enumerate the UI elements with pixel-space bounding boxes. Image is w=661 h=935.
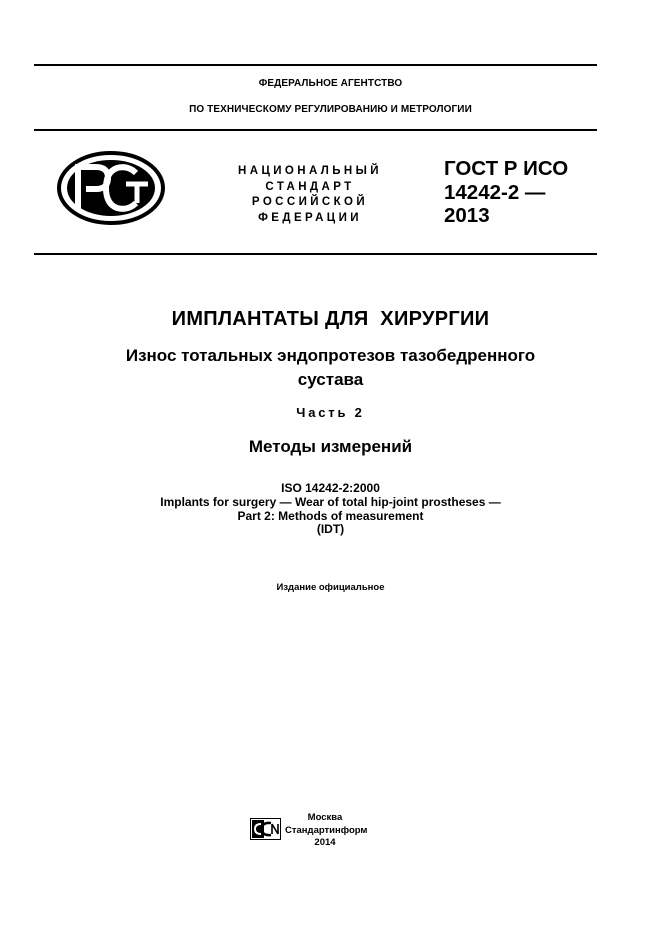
top-rule: [34, 64, 597, 66]
part-label: Часть 2: [296, 405, 365, 420]
document-title: ИМПЛАНТАТЫ ДЛЯ ХИРУРГИИ: [171, 308, 490, 330]
iso-line: ISO 14242-2:2000: [281, 481, 380, 495]
publisher-info: [285, 812, 368, 850]
iso-line: (IDT): [316, 522, 345, 537]
standartinform-logo-icon: [250, 818, 281, 840]
header-rule: [34, 129, 597, 131]
gost-line: 14242-2 —: [444, 180, 546, 204]
rst-logo: [56, 151, 166, 225]
document-subtitle-line-2: сустава: [297, 370, 364, 389]
gost-designation: [444, 157, 568, 228]
national-line: СТАНДАРТ: [265, 180, 355, 193]
publisher-year: 2014: [314, 837, 336, 848]
document-subtitle-line-1: Износ тотальных эндопротезов тазобедренного: [125, 346, 536, 365]
iso-line: Implants for surgery — Wear of total hip-joint prostheses —: [160, 494, 501, 509]
agency-line-2: ПО ТЕХНИЧЕСКОМУ РЕГУЛИРОВАНИЮ И МЕТРОЛОГИИ: [189, 104, 472, 115]
edition-label: Издание официальное: [276, 582, 385, 593]
designation-rule: [34, 253, 597, 255]
iso-reference: [0, 482, 661, 537]
publisher-name: Стандартинформ: [285, 824, 368, 836]
publisher-logo: [250, 818, 281, 840]
national-line: ФЕДЕРАЦИИ: [258, 211, 362, 224]
national-line: НАЦИОНАЛЬНЫЙ: [238, 165, 382, 177]
gost-line: 2013: [444, 204, 490, 227]
iso-line: Part 2: Methods of measurement: [237, 508, 424, 523]
gost-line: ГОСТ Р ИСО: [444, 157, 569, 180]
national-standard-label: [228, 164, 392, 226]
agency-line-1: ФЕДЕРАЛЬНОЕ АГЕНТСТВО: [258, 78, 403, 89]
publisher-city: Москва: [307, 812, 343, 823]
part-name: Методы измерений: [248, 437, 413, 456]
national-line: РОССИЙСКОЙ: [251, 196, 369, 208]
rst-logo-icon: [56, 151, 166, 225]
